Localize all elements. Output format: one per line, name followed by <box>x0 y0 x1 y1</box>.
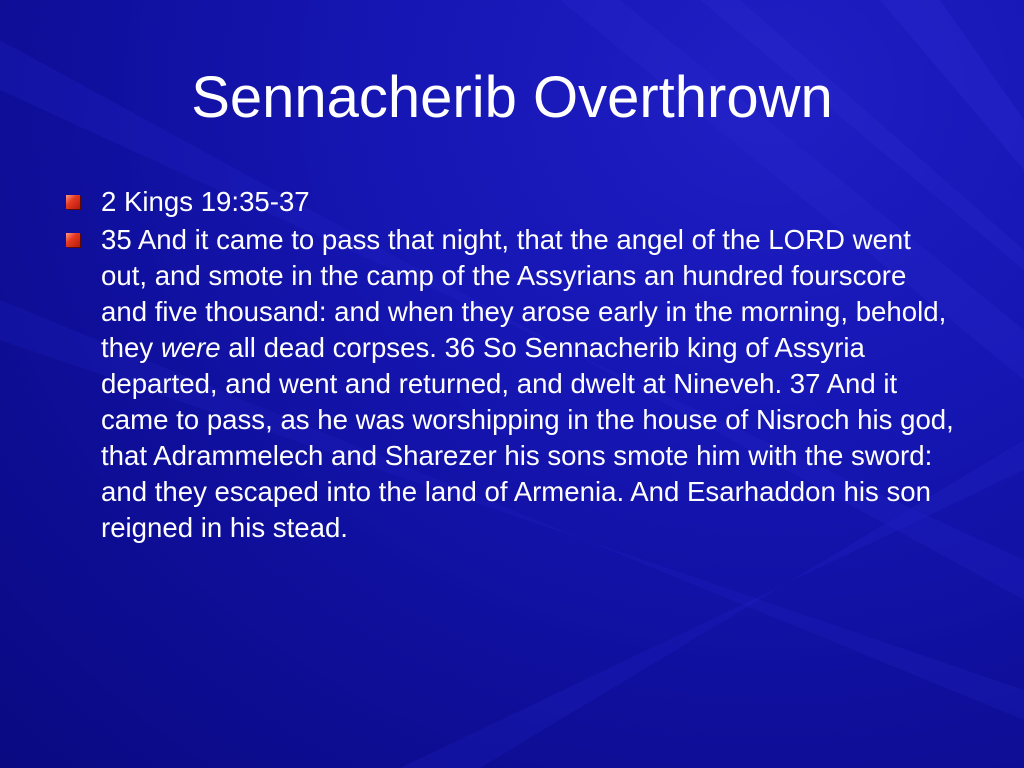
bullet-text: 2 Kings 19:35-37 <box>101 186 310 217</box>
bullet-text-part: 35 And it came to pass that night, that the angel of the LORD went out, and smote in the camp of the Assyrians an hundred fourscore and five thousand: and when they arose early in the morning, behold, they <box>101 224 947 363</box>
bullet-text-part: all dead corpses. 36 So Sennacherib king of Assyria departed, and went and returned, and dwelt at Nineveh. 37 And it came to pass, as he was worshipping in the house of Nisroch his god, that Adrammelech and Sharezer his sons smote him with the sword: and they escaped into the land of Armenia. And Esarhaddon his son reigned in his stead. <box>101 332 954 543</box>
square-bullet-icon <box>66 233 80 247</box>
slide-title: Sennacherib Overthrown <box>191 65 833 130</box>
bullet-list <box>66 184 956 548</box>
bullet-item <box>66 184 956 220</box>
bullet-text-italic: were <box>160 332 221 363</box>
square-bullet-icon <box>66 195 80 209</box>
bullet-item <box>66 222 956 546</box>
